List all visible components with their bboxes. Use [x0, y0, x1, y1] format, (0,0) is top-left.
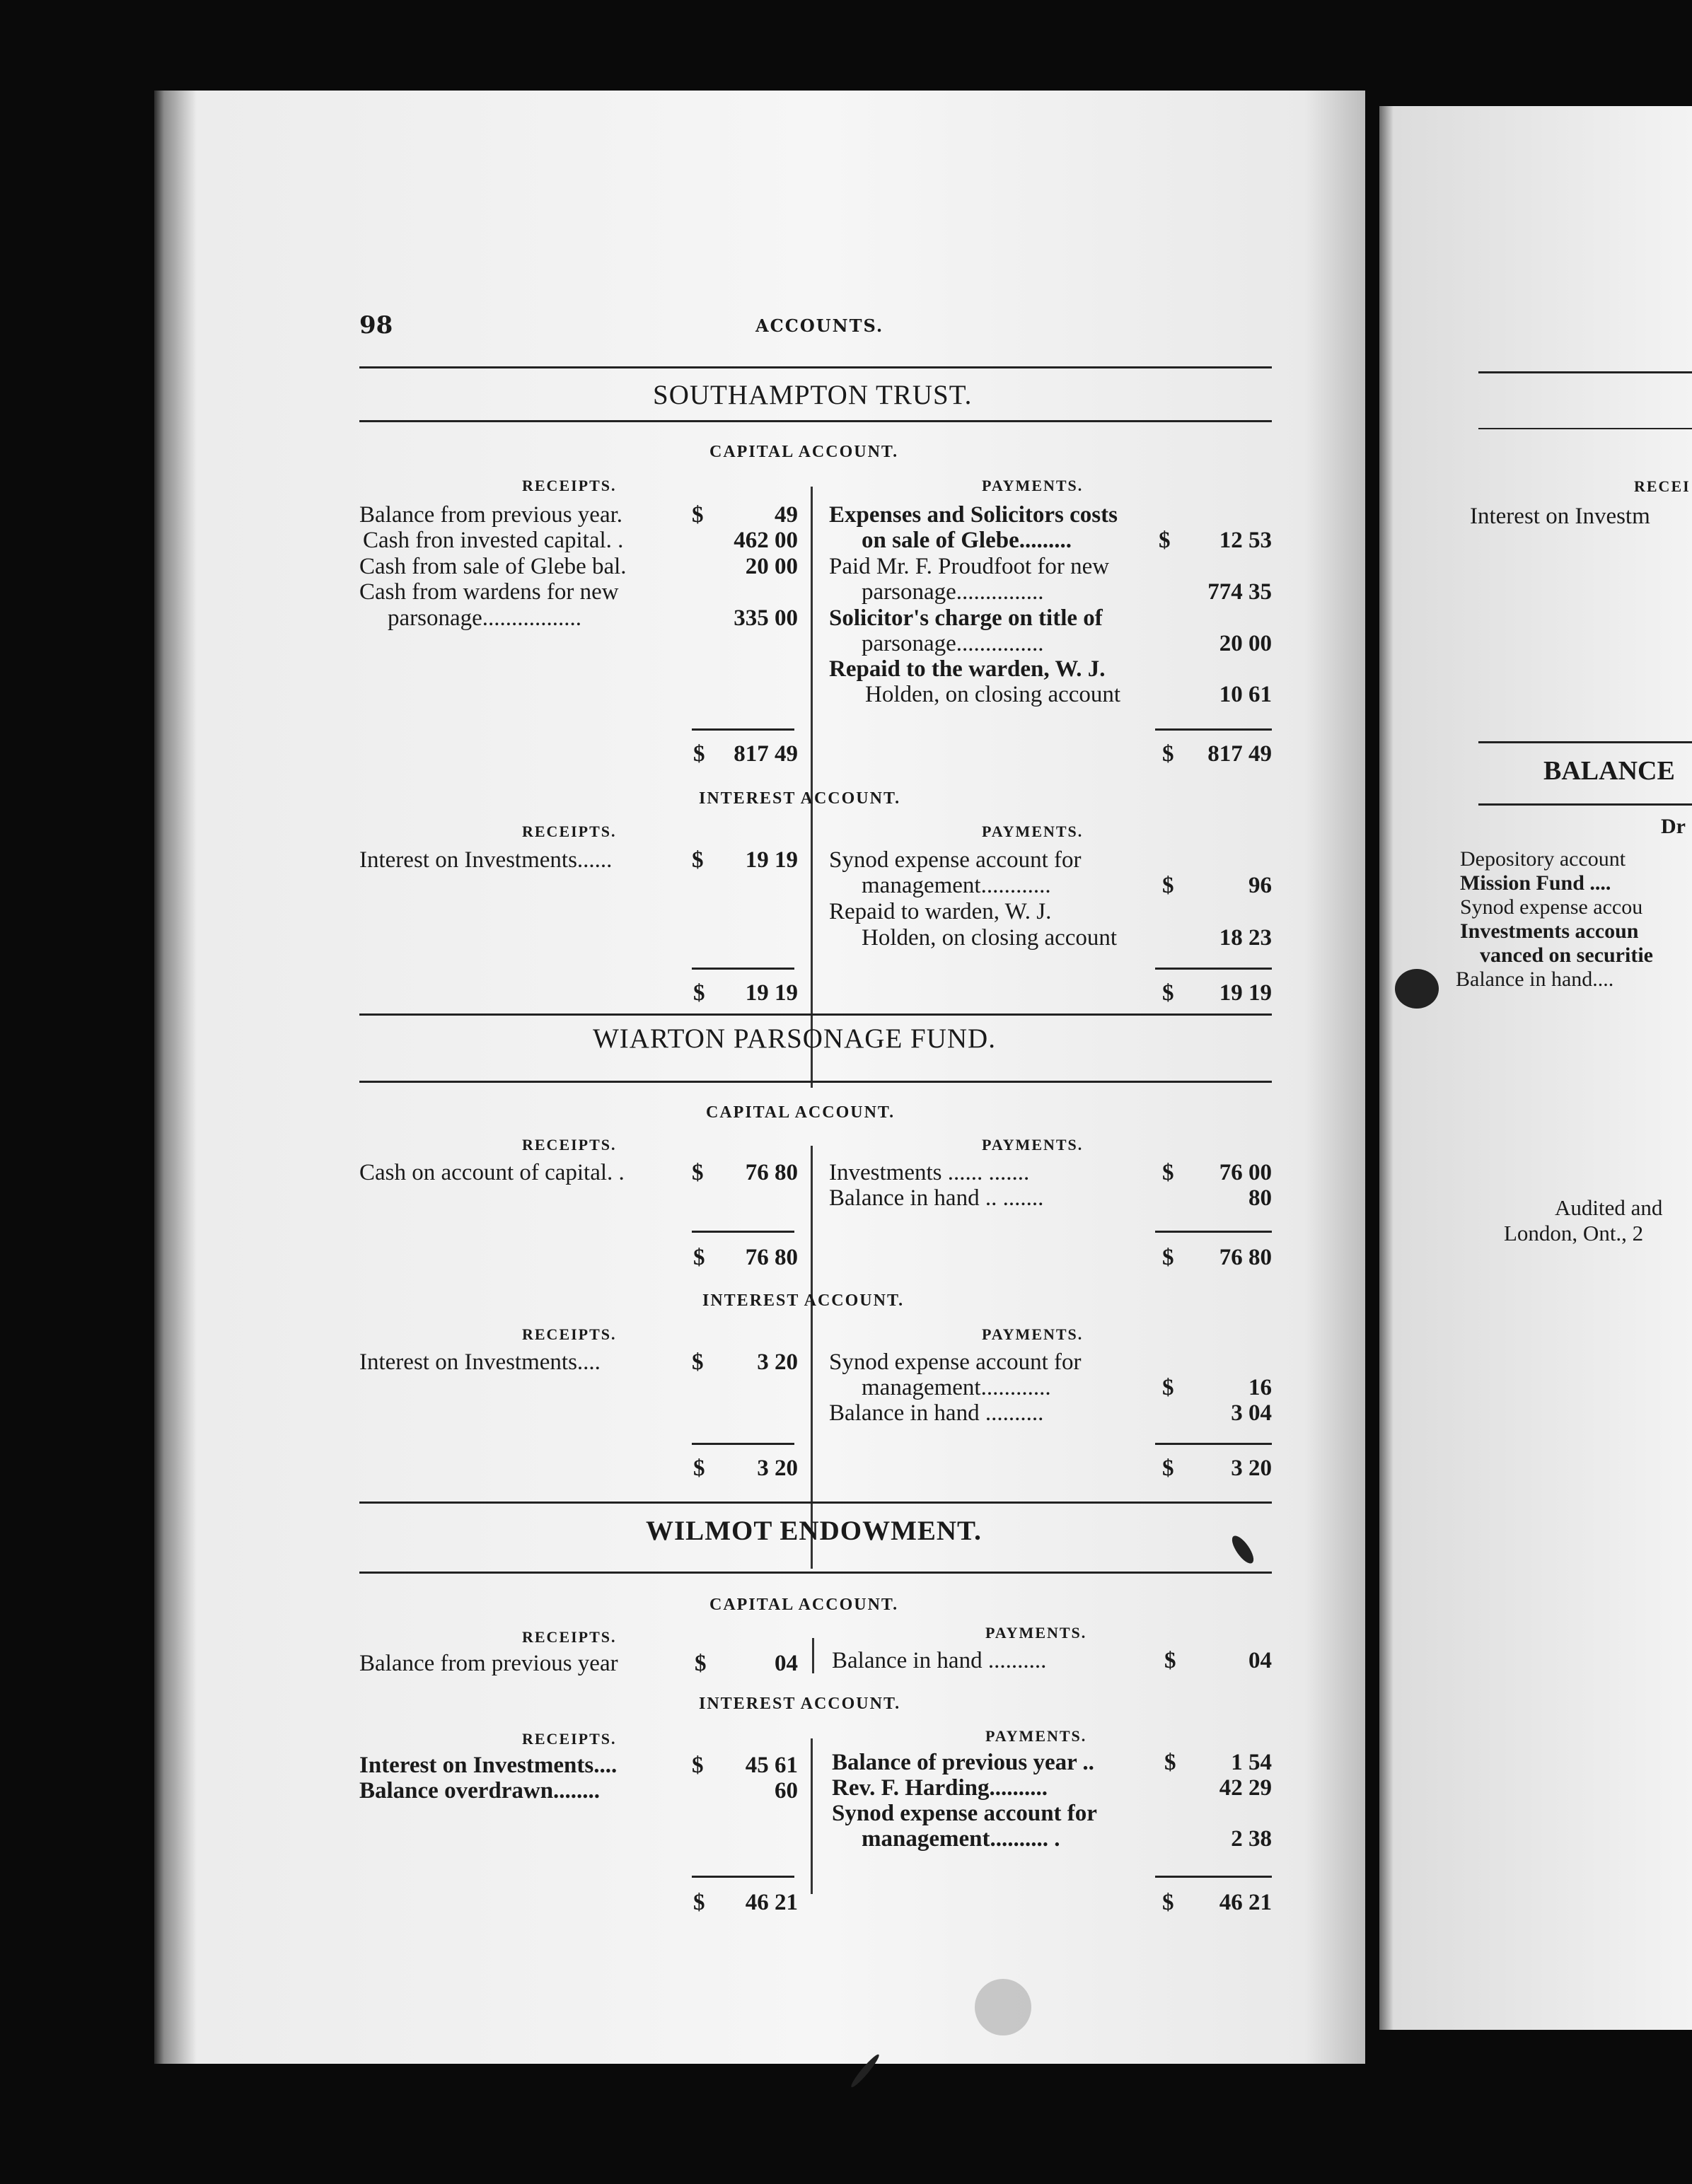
payment-line: on sale of Glebe......... [862, 528, 1072, 553]
sum-rule [1155, 1443, 1272, 1445]
column-divider [811, 1146, 813, 1358]
payments-total: 46 21 [1219, 1890, 1272, 1915]
balance-item: Balance in hand.... [1456, 968, 1614, 991]
section-title-wiarton: WIARTON PARSONAGE FUND. [593, 1023, 996, 1054]
audited-line: Audited and [1555, 1195, 1663, 1220]
payment-line: Rev. F. Harding.......... [832, 1775, 1048, 1801]
receipt-amount: 49 [775, 502, 798, 528]
receipt-amount: 19 19 [745, 847, 798, 873]
payment-amount: 18 23 [1219, 925, 1272, 951]
currency-sign: $ [693, 980, 705, 1006]
rule [1478, 803, 1692, 806]
currency-sign: $ [1162, 1245, 1174, 1270]
currency-sign: $ [1162, 1375, 1174, 1400]
payment-amount: 10 61 [1219, 682, 1272, 707]
london-line: London, Ont., 2 [1504, 1221, 1644, 1245]
section-title-southampton: SOUTHAMPTON TRUST. [653, 380, 973, 410]
payment-line: parsonage............... [862, 579, 1044, 605]
receipt-line: Balance from previous year. [359, 502, 623, 528]
payment-line: Balance of previous year .. [832, 1750, 1094, 1775]
rule [359, 366, 1272, 368]
receipt-amount: 462 00 [734, 528, 798, 553]
column-divider [812, 1638, 814, 1673]
payments-total: 817 49 [1207, 741, 1272, 767]
currency-sign: $ [1162, 1160, 1174, 1185]
payment-line: Synod expense account for [829, 1349, 1082, 1375]
receipt-amount: 60 [775, 1778, 798, 1803]
currency-sign: $ [1162, 873, 1174, 898]
receipts-head: RECEIPTS. [522, 1325, 617, 1343]
payment-amount: 20 00 [1219, 631, 1272, 656]
ink-blot [1228, 1533, 1257, 1567]
payment-line: Repaid to warden, W. J. [829, 899, 1052, 924]
currency-sign: $ [693, 1890, 705, 1915]
right-page [1379, 106, 1692, 2030]
receipt-amount: 04 [775, 1651, 798, 1676]
currency-sign: $ [695, 1651, 707, 1676]
payments-head: PAYMENTS. [982, 477, 1084, 494]
currency-sign: $ [692, 1349, 704, 1375]
receipts-total: 76 80 [745, 1245, 798, 1270]
currency-sign: $ [692, 1753, 704, 1778]
currency-sign: $ [1159, 528, 1171, 553]
currency-sign: $ [693, 741, 705, 767]
currency-sign: $ [1162, 1890, 1174, 1915]
rule [359, 1013, 1272, 1016]
currency-sign: $ [692, 502, 704, 528]
payment-line: management.......... . [862, 1826, 1060, 1852]
balance-item: Investments accoun [1460, 919, 1639, 943]
payments-head: PAYMENTS. [982, 823, 1084, 840]
balance-item: vanced on securitie [1480, 943, 1653, 967]
rule [359, 420, 1272, 422]
payments-head: PAYMENTS. [982, 1136, 1084, 1154]
payment-line: Balance in hand .......... [832, 1648, 1047, 1673]
currency-sign: $ [692, 1160, 704, 1185]
sum-rule [1155, 728, 1272, 731]
receipt-line: Cash from sale of Glebe bal. [359, 554, 627, 579]
receipt-line: Balance overdrawn........ [359, 1778, 601, 1803]
currency-sign: $ [1162, 741, 1174, 767]
payments-total: 3 20 [1231, 1456, 1272, 1481]
payment-line: parsonage............... [862, 631, 1044, 656]
payment-line: Expenses and Solicitors costs [829, 502, 1118, 528]
currency-sign: $ [1164, 1750, 1176, 1775]
ink-blot [1395, 969, 1439, 1009]
currency-sign: $ [1162, 1456, 1174, 1481]
receipt-line: Interest on Investments.... [359, 1753, 618, 1778]
receipts-total: 46 21 [745, 1890, 798, 1915]
sum-rule [1155, 968, 1272, 970]
payment-line: Balance in hand .. ....... [829, 1185, 1044, 1211]
currency-sign: $ [692, 847, 704, 873]
payment-amount: 76 00 [1219, 1160, 1272, 1185]
receipt-line: Cash from wardens for new [359, 579, 619, 605]
interest-account-label: INTEREST ACCOUNT. [702, 1291, 905, 1310]
receipts-total: 817 49 [734, 741, 798, 767]
capital-account-label: CAPITAL ACCOUNT. [706, 1103, 896, 1122]
currency-sign: $ [1162, 980, 1174, 1006]
sum-rule [1155, 1876, 1272, 1878]
receipt-line: Cash on account of capital. . [359, 1160, 625, 1185]
receipt-amount: 20 00 [745, 554, 798, 579]
ink-blot [849, 2052, 881, 2089]
payment-amount: 1 54 [1231, 1750, 1272, 1775]
receipt-line: Cash fron invested capital. . [363, 528, 624, 553]
payment-amount: 2 38 [1231, 1826, 1272, 1852]
payment-line: management............ [862, 873, 1051, 898]
payment-amount: 774 35 [1207, 579, 1272, 605]
column-divider [811, 1738, 813, 1894]
dr-head: Dr [1661, 815, 1686, 838]
payment-line: management............ [862, 1375, 1051, 1400]
left-page [154, 91, 1365, 2064]
receipt-amount: 335 00 [734, 605, 798, 631]
currency-sign: $ [1164, 1648, 1176, 1673]
page-number: 98 [359, 311, 393, 339]
interest-account-label: INTEREST ACCOUNT. [699, 1695, 901, 1713]
payment-amount: 16 [1248, 1375, 1272, 1400]
receipts-head: RECEIPTS. [522, 823, 617, 840]
payment-line: Paid Mr. F. Proudfoot for new [829, 554, 1110, 579]
sum-rule [692, 1231, 794, 1233]
sum-rule [692, 1876, 794, 1878]
sum-rule [692, 728, 794, 731]
receipt-amount: 76 80 [745, 1160, 798, 1185]
payments-total: 19 19 [1219, 980, 1272, 1006]
sum-rule [692, 968, 794, 970]
balance-item: Synod expense accou [1460, 895, 1643, 919]
receipt-line: Interest on Investments...... [359, 847, 613, 873]
rule [359, 1081, 1272, 1083]
payments-head: PAYMENTS. [985, 1727, 1087, 1745]
receipt-amount: 3 20 [757, 1349, 798, 1375]
receipts-head: RECEIPTS. [522, 1136, 617, 1154]
interest-line: Interest on Investm [1470, 504, 1650, 529]
payment-line: Holden, on closing account [865, 682, 1121, 707]
receipts-total: 19 19 [745, 980, 798, 1006]
payment-amount: 42 29 [1219, 1775, 1272, 1801]
capital-account-label: CAPITAL ACCOUNT. [709, 1596, 899, 1614]
running-head: ACCOUNTS. [755, 315, 884, 336]
receipts-head: RECEI [1634, 477, 1691, 495]
rule [1478, 428, 1692, 429]
payment-line: Synod expense account for [832, 1801, 1097, 1826]
rule [359, 1572, 1272, 1574]
payment-amount: 80 [1248, 1185, 1272, 1211]
rule [359, 1502, 1272, 1504]
section-title-wilmot: WILMOT ENDOWMENT. [646, 1516, 982, 1546]
balance-title: BALANCE [1543, 756, 1675, 786]
receipt-line: parsonage................. [388, 605, 582, 631]
payments-head: PAYMENTS. [982, 1325, 1084, 1343]
receipts-head: RECEIPTS. [522, 1628, 617, 1646]
balance-item: Depository account [1460, 847, 1626, 871]
currency-sign: $ [693, 1245, 705, 1270]
payment-amount: 96 [1248, 873, 1272, 898]
payment-amount: 04 [1248, 1648, 1272, 1673]
rule [1478, 741, 1692, 743]
payments-total: 76 80 [1219, 1245, 1272, 1270]
payment-amount: 3 04 [1231, 1400, 1272, 1426]
receipt-line: Interest on Investments.... [359, 1349, 601, 1375]
payment-line: Solicitor's charge on title of [829, 605, 1103, 631]
payment-line: Holden, on closing account [862, 925, 1118, 951]
currency-sign: $ [693, 1456, 705, 1481]
receipt-line: Balance from previous year [359, 1651, 618, 1676]
rule [1478, 371, 1692, 373]
payment-line: Investments ...... ....... [829, 1160, 1030, 1185]
balance-item: Mission Fund .... [1460, 871, 1611, 895]
payments-head: PAYMENTS. [985, 1624, 1087, 1642]
receipts-total: 3 20 [757, 1456, 798, 1481]
sum-rule [1155, 1231, 1272, 1233]
receipts-head: RECEIPTS. [522, 1730, 617, 1748]
payment-line: Repaid to the warden, W. J. [829, 656, 1106, 682]
payment-line: Balance in hand .......... [829, 1400, 1044, 1426]
payment-line: Synod expense account for [829, 847, 1082, 873]
sum-rule [692, 1443, 794, 1445]
capital-account-label: CAPITAL ACCOUNT. [709, 443, 899, 461]
interest-account-label: INTEREST ACCOUNT. [699, 789, 901, 808]
ink-blot [975, 1979, 1031, 2035]
receipt-amount: 45 61 [745, 1753, 798, 1778]
receipts-head: RECEIPTS. [522, 477, 617, 494]
payment-amount: 12 53 [1219, 528, 1272, 553]
